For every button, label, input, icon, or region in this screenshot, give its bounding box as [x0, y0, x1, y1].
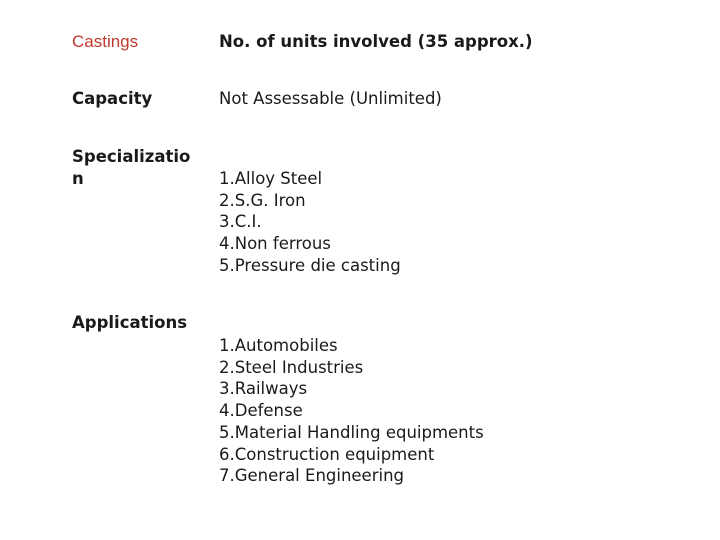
- specialization-label: [72, 146, 232, 190]
- list-item: 4.Defense: [219, 401, 303, 421]
- castings-heading: Castings: [72, 32, 139, 51]
- list-item: 2.S.G. Iron: [219, 190, 306, 210]
- list-item: 2.Steel Industries: [219, 357, 364, 377]
- list-item: 6.Construction equipment: [219, 444, 435, 464]
- list-item: 5.Pressure die casting: [219, 255, 401, 275]
- applications-label: Applications: [72, 313, 188, 332]
- list-item: 3.C.I.: [219, 212, 262, 232]
- units-involved-heading: No. of units involved (35 approx.): [219, 32, 533, 51]
- specialization-label-line2: n: [72, 169, 84, 188]
- list-item: 3.Railways: [219, 379, 308, 399]
- list-item: 4.Non ferrous: [219, 234, 331, 254]
- list-item: 1.Alloy Steel: [219, 169, 323, 188]
- capacity-label: Capacity: [72, 89, 153, 108]
- capacity-value: Not Assessable (Unlimited): [219, 89, 442, 108]
- specialization-list: [219, 168, 401, 277]
- applications-list: [219, 335, 484, 487]
- list-item: 7.General Engineering: [219, 466, 405, 486]
- list-item: 5.Material Handling equipments: [219, 422, 484, 442]
- list-item: 1.Automobiles: [219, 336, 338, 355]
- specialization-label-line1: Specializatio: [72, 147, 191, 166]
